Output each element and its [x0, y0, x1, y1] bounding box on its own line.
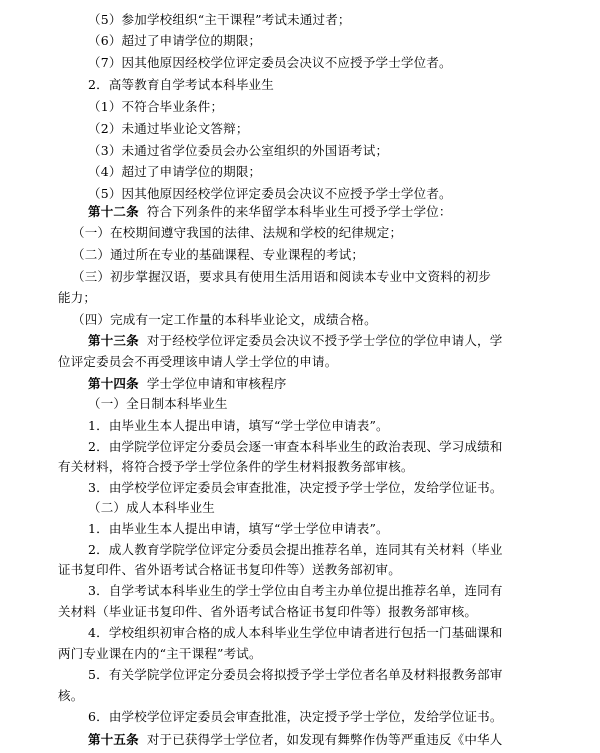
article-text: 对于已获得学士学位者，如发现有舞弊作伪等严重违反《中华人 [146, 732, 503, 747]
text-line: 1．由毕业生本人提出申请，填写“学士学位申请表”。 [88, 521, 389, 536]
text-line: （三）初步掌握汉语，要求具有使用生活用语和阅读本专业中文资料的初步 [72, 269, 492, 284]
article-number: 第十二条 [88, 204, 139, 219]
article-line [88, 333, 502, 349]
text-line: （5）参加学校组织“主干课程”考试未通过者； [88, 12, 351, 27]
text-line: 关材料（毕业证书复印件、省外语考试合格证书复印件等）报教务部审核。 [58, 604, 478, 619]
text-line: 4．学校组织初审合格的成人本科毕业生学位申请者进行包括一门基础课和 [88, 625, 503, 640]
article-line [88, 376, 287, 392]
article-text: 学士学位申请和审核程序 [146, 376, 287, 391]
text-line: 5．有关学院学位评定分委员会将拟授予学士学位者名单及材料报教务部审 [88, 667, 503, 682]
text-line: 能力； [58, 290, 97, 305]
text-line: （1）不符合毕业条件； [88, 99, 224, 114]
article-number: 第十四条 [88, 376, 139, 391]
text-line: 3．由学校学位评定委员会审查批准，决定授予学士学位，发给学位证书。 [88, 480, 503, 495]
text-line: （一）全日制本科毕业生 [88, 396, 228, 411]
text-line: 位评定委员会不再受理该申请人学士学位的申请。 [58, 354, 338, 369]
article-text: 符合下列条件的来华留学本科毕业生可授予学士学位： [146, 204, 452, 219]
text-line: 2．由学院学位评定分委员会逐一审查本科毕业生的政治表现、学习成绩和 [88, 439, 503, 454]
text-line: （二）通过所在专业的基础课程、专业课程的考试； [72, 247, 365, 262]
text-line: （6）超过了申请学位的期限； [88, 33, 262, 48]
article-line [88, 204, 452, 220]
text-line: （7）因其他原因经校学位评定委员会决议不应授予学士学位者。 [88, 55, 452, 70]
text-line: （2）未通过毕业论文答辩； [88, 121, 249, 136]
text-line: 2．高等教育自学考试本科毕业生 [88, 77, 274, 92]
article-number: 第十五条 [88, 732, 139, 747]
text-line: 证书复印件、省外语考试合格证书复印件等）送教务部初审。 [58, 562, 401, 577]
text-line: 1．由毕业生本人提出申请，填写“学士学位申请表”。 [88, 418, 389, 433]
text-line: 有关材料，将符合授予学士学位条件的学生材料报教务部审核。 [58, 459, 414, 474]
text-line: （二）成人本科毕业生 [88, 500, 216, 515]
text-line: （四）完成有一定工作量的本科毕业论文，成绩合格。 [72, 312, 377, 327]
text-line: 两门专业课在内的“主干课程”考试。 [58, 646, 262, 661]
text-line: 2．成人教育学院学位评定分委员会提出推荐名单，连同其有关材料（毕业 [88, 542, 503, 557]
text-line: 3．自学考试本科毕业生的学士学位由自考主办单位提出推荐名单，连同有 [88, 583, 503, 598]
article-text: 对于经校学位评定委员会决议不授予学士学位的学位申请人，学 [146, 333, 503, 348]
text-line: 核。 [58, 688, 84, 703]
text-line: （4）超过了申请学位的期限； [88, 164, 262, 179]
article-line [88, 732, 502, 748]
text-line: （一）在校期间遵守我国的法律、法规和学校的纪律规定； [72, 225, 403, 240]
text-line: （3）未通过省学位委员会办公室组织的外国语考试； [88, 143, 389, 158]
text-line: （5）因其他原因经校学位评定委员会决议不应授予学士学位者。 [88, 186, 452, 201]
article-number: 第十三条 [88, 333, 139, 348]
text-line: 6．由学校学位评定委员会审查批准，决定授予学士学位，发给学位证书。 [88, 709, 503, 724]
